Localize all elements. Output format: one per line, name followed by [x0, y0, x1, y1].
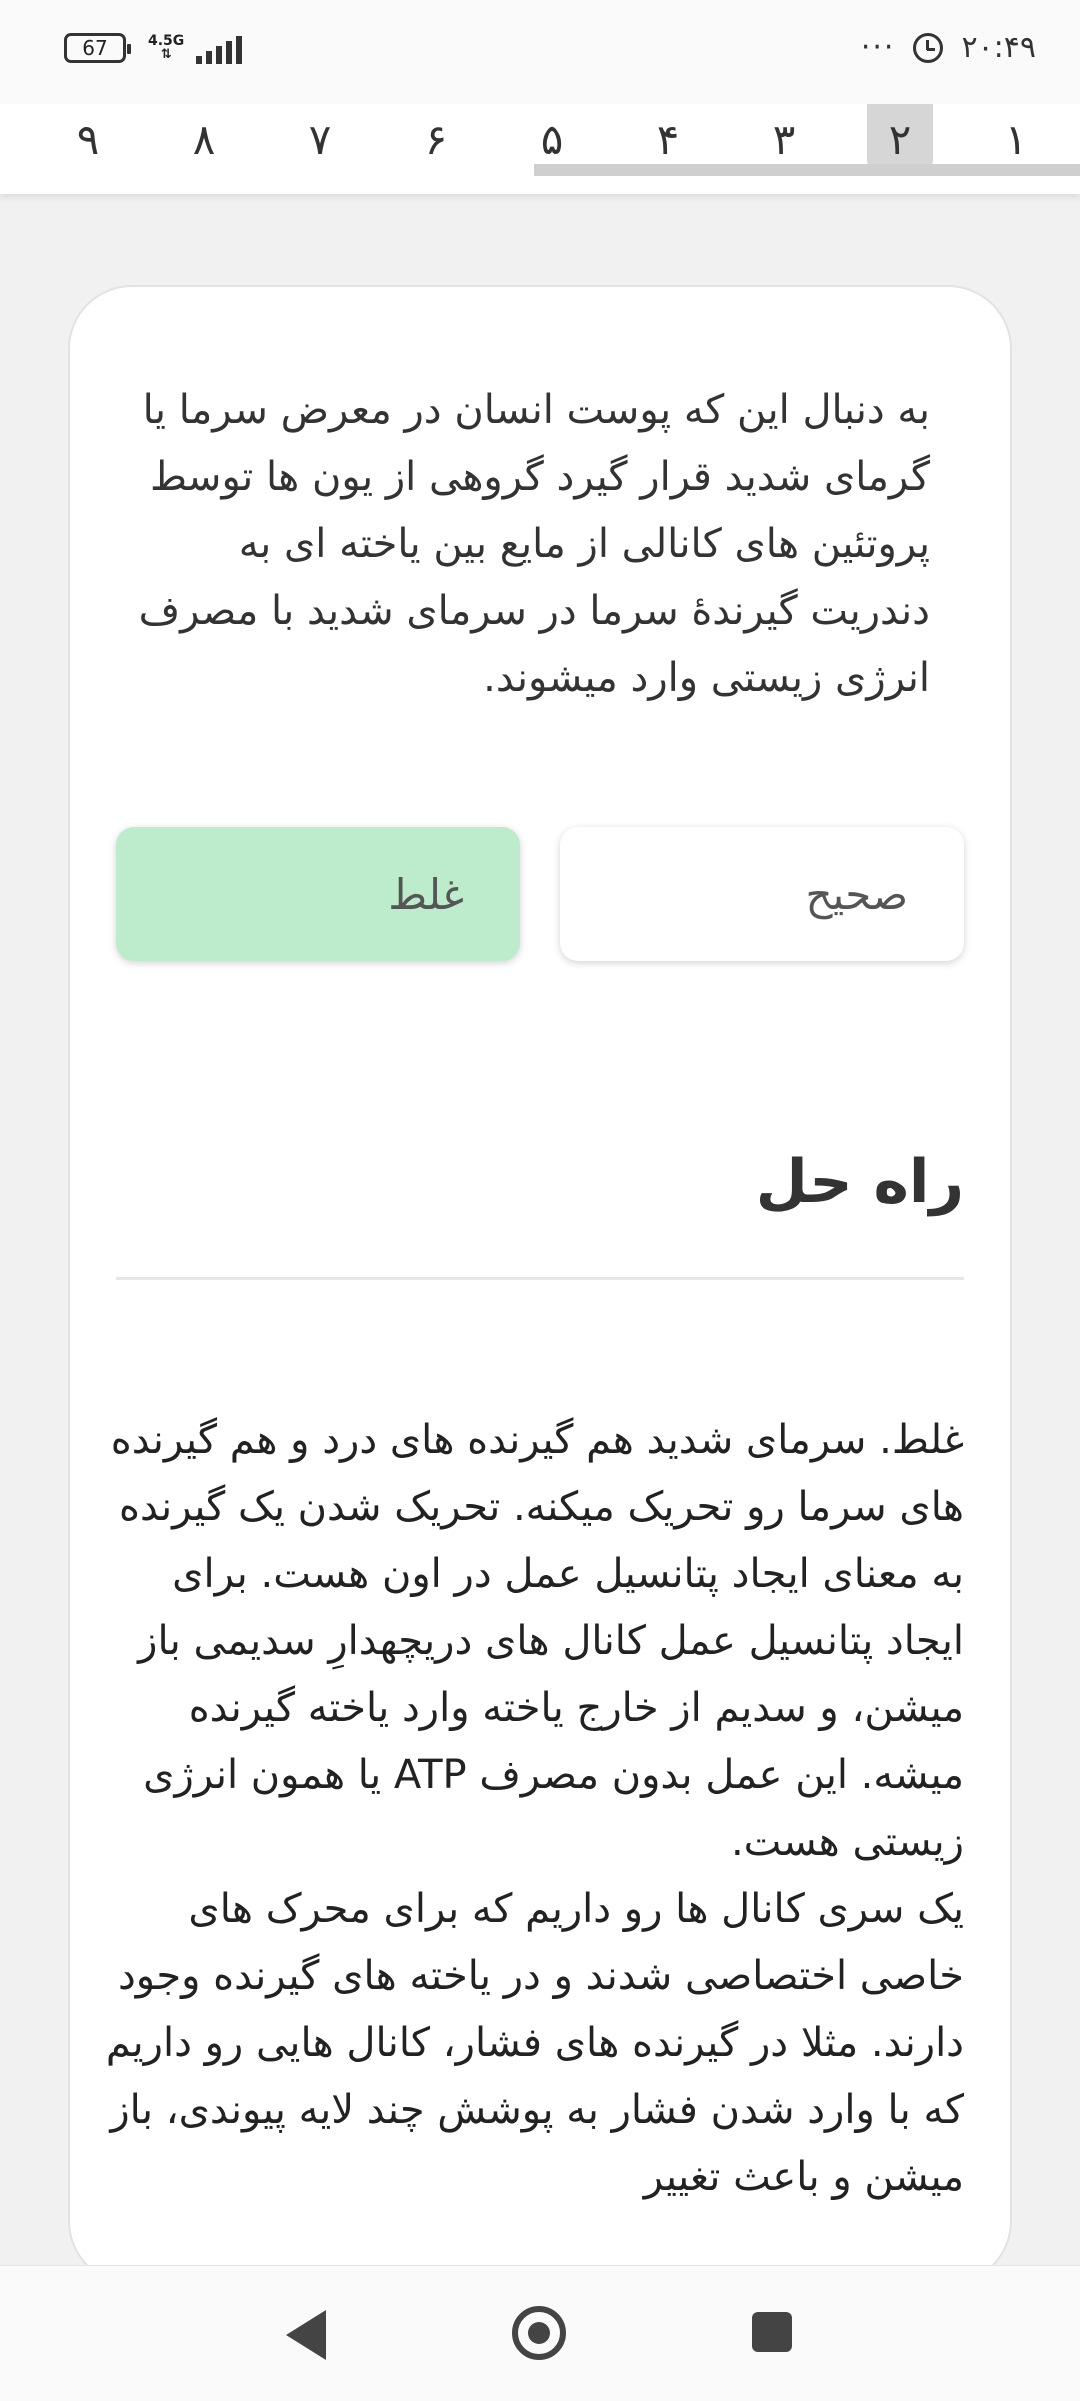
tab-question-6[interactable]: ۶ [424, 114, 448, 164]
tab-question-9[interactable]: ۹ [76, 114, 100, 164]
status-right [861, 30, 1036, 65]
solution-paragraph: یک سری کانال ها رو داریم که برای محرک های خاصی اختصاصی شدند و در یاخته های گیرنده وجود دارند. مثلا در گیرنده های فشار، کانال هایی رو داریم که با وارد شدن فشار به پوشش چند لایه پیوندی، باز میشن و باعث تغییر [105, 1886, 964, 2200]
question-tabs-bar [0, 104, 1080, 194]
back-icon[interactable] [286, 2310, 326, 2360]
tab-question-5[interactable]: ۵ [540, 114, 564, 164]
alarm-icon [913, 33, 943, 63]
clock: ۲۰:۴۹ [961, 30, 1036, 65]
answer-true-label: صحیح [805, 869, 908, 919]
tab-question-2[interactable]: ۲ [867, 104, 933, 174]
answer-false-button[interactable] [116, 827, 520, 961]
question-card [68, 285, 1012, 2285]
network-indicator [148, 34, 184, 62]
tabs-scrollbar[interactable] [534, 164, 1080, 176]
more-notifications-icon: ··· [860, 30, 896, 65]
battery-icon [64, 33, 126, 63]
recent-apps-icon[interactable] [752, 2312, 792, 2352]
divider [116, 1277, 964, 1280]
tab-question-3[interactable]: ۳ [772, 114, 796, 164]
answer-true-button[interactable] [560, 827, 964, 961]
signal-icon [196, 32, 242, 64]
question-text: به دنبال این که پوست انسان در معرض سرما یا گرمای شدید قرار گیرد گروهی از یون ها توسط پروتئین های کانالی از مایع بین یاخته ای به دندریت گیرندۀ سرما در سرمای شدید با مصرف انرژی زیستی وارد میشوند. [138, 387, 930, 701]
status-left [64, 32, 242, 64]
tab-question-4[interactable]: ۴ [656, 114, 680, 164]
network-type: 4.5G [148, 33, 185, 49]
status-bar [0, 0, 1080, 104]
home-icon[interactable] [512, 2306, 566, 2360]
solution-paragraph: غلط. سرمای شدید هم گیرنده های درد و هم گیرنده های سرما رو تحریک میکنه. تحریک شدن یک گیرنده به معنای ایجاد پتانسیل عمل در اون هست. برای ایجاد پتانسیل عمل کانال های دریچهدارِ سدیمی باز میشن، و سدیم از خارج یاخته وارد یاخته گیرنده میشه. این عمل بدون مصرف ATP یا همون انرژی زیستی هست. [110, 1417, 964, 1865]
solution-text [104, 1407, 964, 2211]
data-arrows-icon: ⇅ [160, 47, 172, 62]
navigation-bar [0, 2265, 1080, 2401]
tab-question-8[interactable]: ۸ [192, 114, 216, 164]
solution-title: راه حل [755, 1147, 964, 1217]
battery-level: 67 [82, 36, 108, 60]
answer-false-label: غلط [388, 869, 464, 919]
tab-question-1[interactable]: ۱ [1004, 114, 1028, 164]
tab-question-7[interactable]: ۷ [308, 114, 332, 164]
